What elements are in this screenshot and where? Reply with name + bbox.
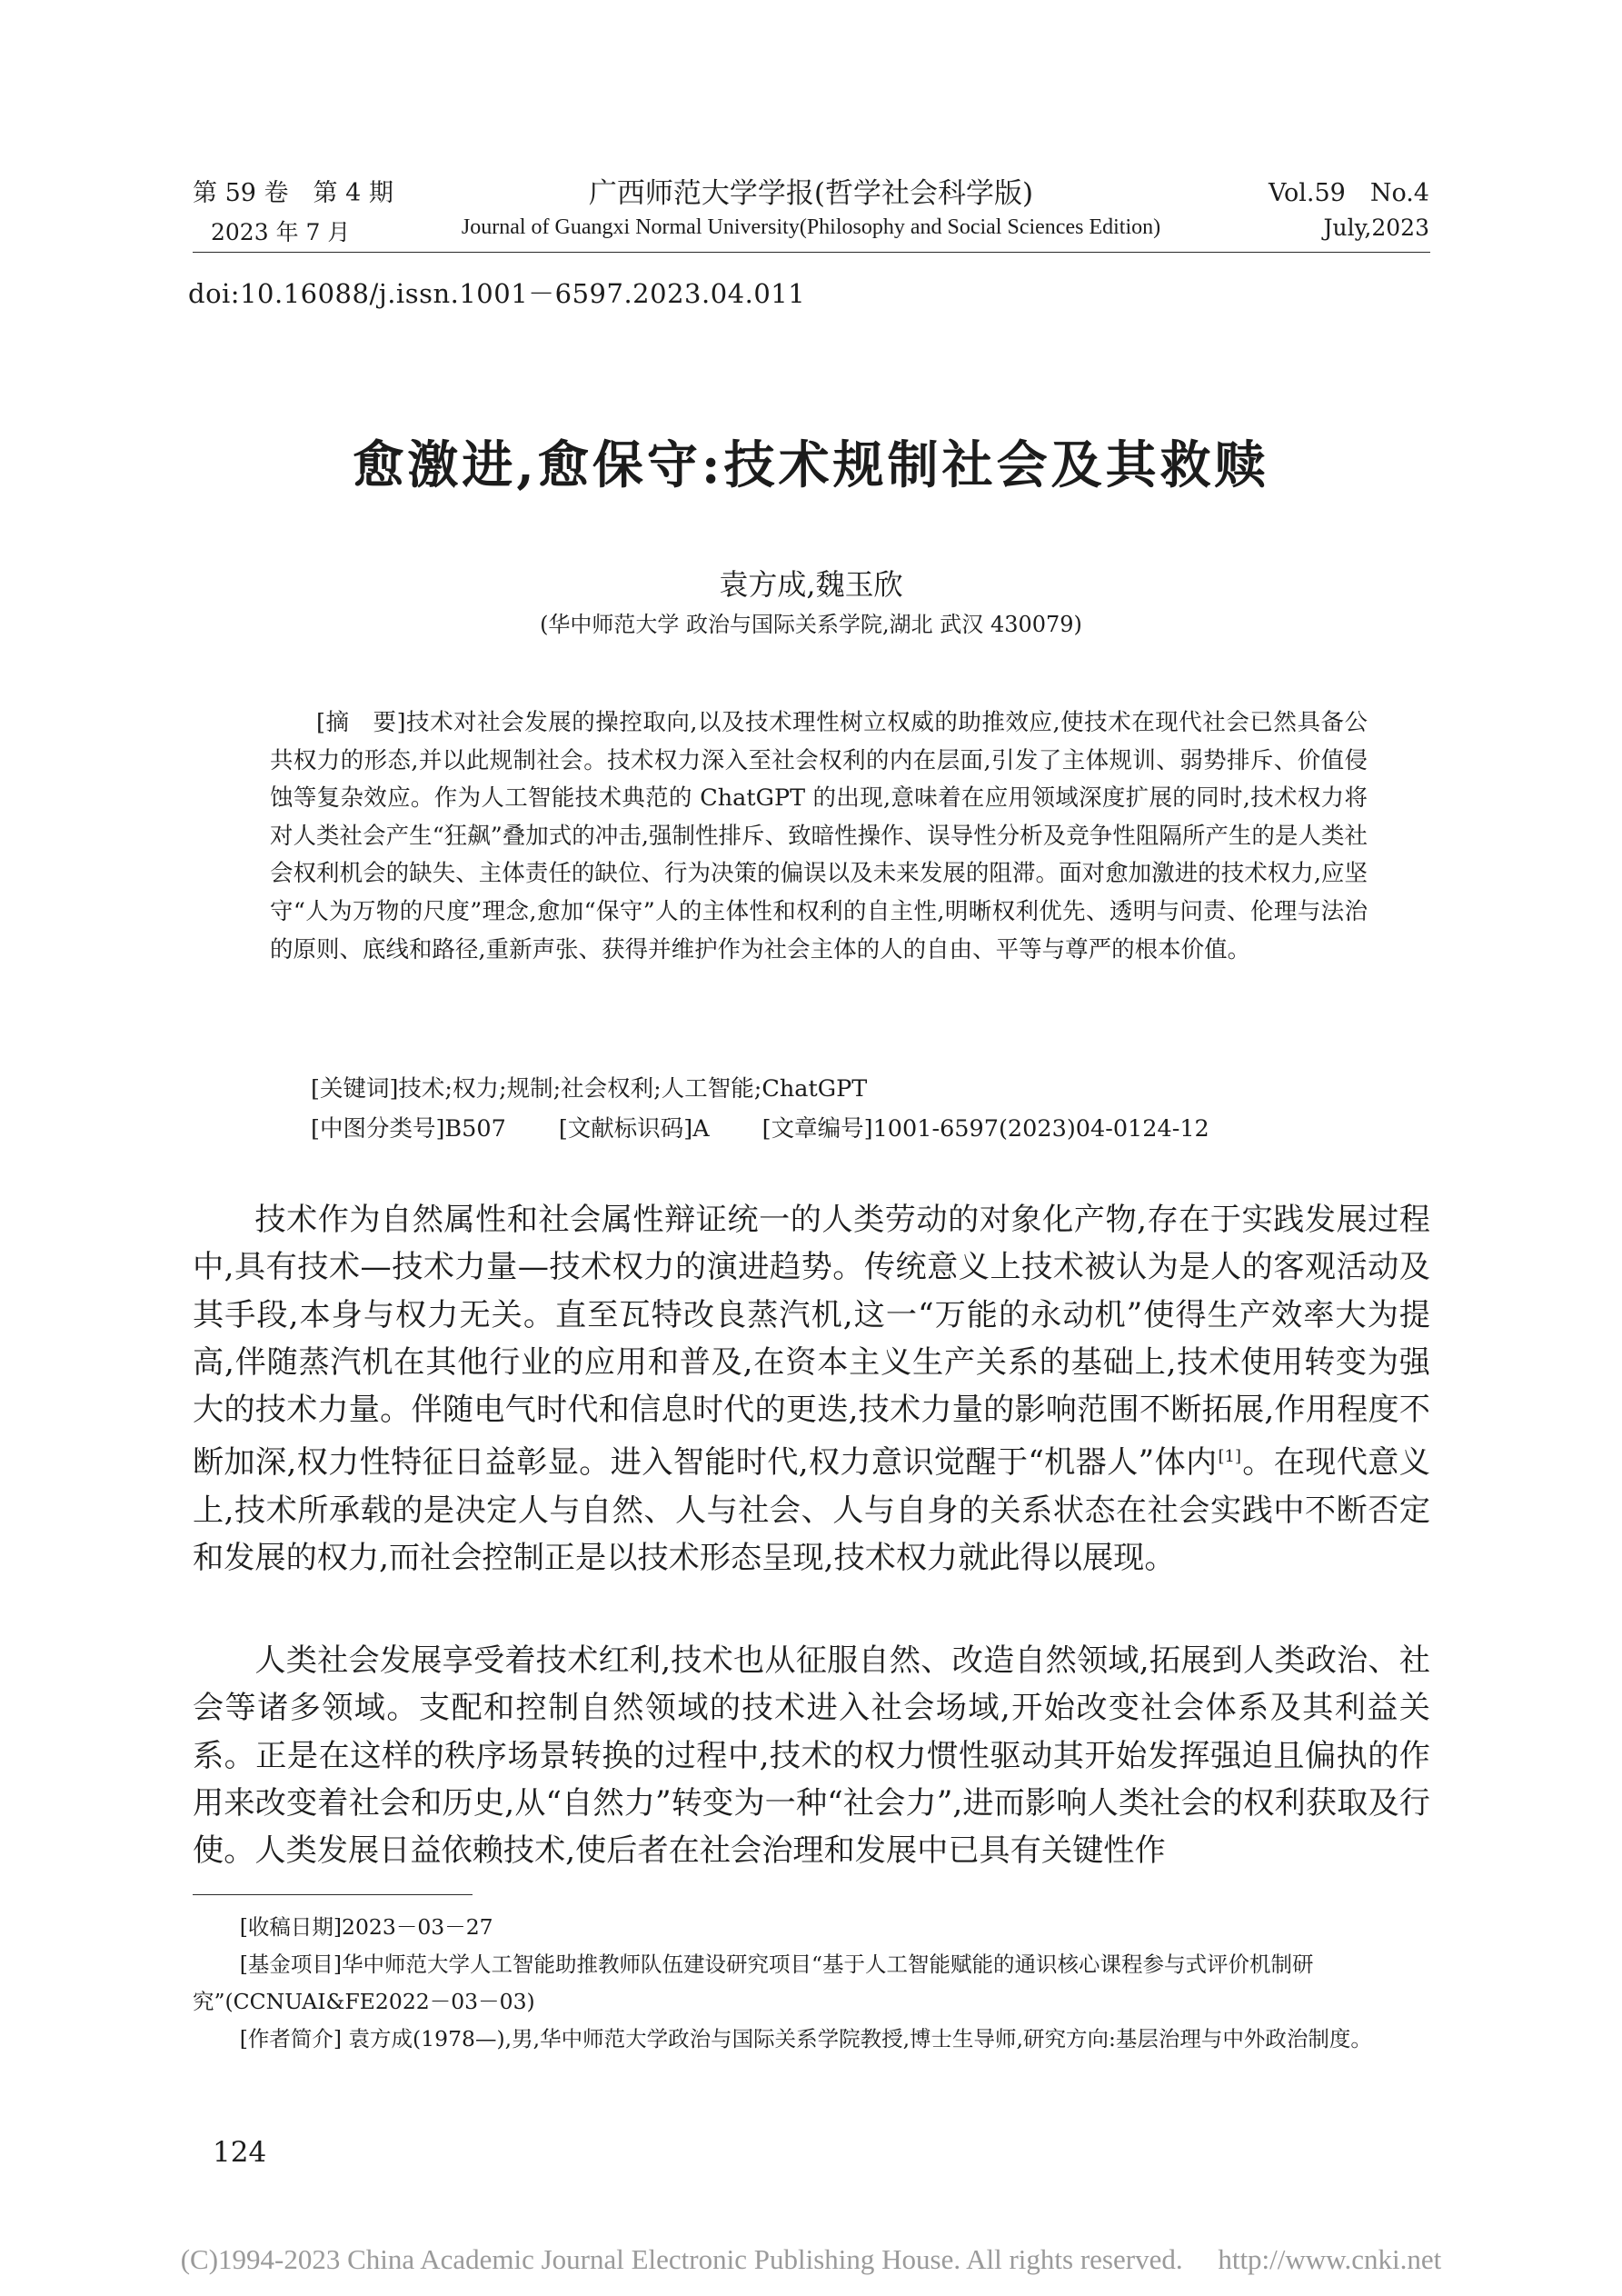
abstract xyxy=(270,704,1368,969)
copyright-watermark: (C)1994-2023 China Academic Journal Electronic Publishing House. All rights reserved. http://www.cnki.net xyxy=(180,2243,1442,2275)
doi: doi:10.16088/j.issn.1001－6597.2023.04.011 xyxy=(188,278,806,309)
journal-title-en: Journal of Guangxi Normal University(Philosophy and Social Sciences Edition) xyxy=(461,215,1161,239)
citation-ref[interactable]: [1] xyxy=(1218,1447,1241,1467)
article-no-value: 1001-6597(2023)04-0124-12 xyxy=(872,1115,1209,1143)
body-text: 技术作为自然属性和社会属性辩证统一的人类劳动的对象化产物,存在于实践发展过程中,具有技术—技术力量—技术权力的演进趋势。传统意义上技术被认为是人的客观活动及其手段,本身与权力无关。直至瓦特改良蒸汽机,这一“万能的永动机”使得生产效率大为提高,伴随蒸汽机在其他行业的应用和普及,在资本主义生产关系的基础上,技术使用转变为强大的技术力量。伴随电气时代和信息时代的更迭,技术力量的影响范围不断拓展,作用程度不断加深,权力性特征日益彰显。进入智能时代,权力意识觉醒于“机器人”体内 xyxy=(193,1202,1430,1482)
received-date: [收稿日期]2023－03－27 xyxy=(239,1914,493,1940)
doc-code-label: [文献标识码] xyxy=(558,1115,693,1143)
doc-code-value: A xyxy=(692,1115,710,1143)
footnote-rule xyxy=(193,1894,473,1895)
body-text: 人类社会发展享受着技术红利,技术也从征服自然、改造自然领域,拓展到人类政治、社会等诸多领域。支配和控制自然领域的技术进入社会场域,开始改变社会体系及其利益关系。正是在这样的秩序场景转换的过程中,技术的权力惯性驱动其开始发挥强迫且偏执的作用来改变着社会和历史,从“自然力”转变为一种“社会力”,进而影响人类社会的权利获取及行使。人类发展日益依赖技术,使后者在社会治理和发展中已具有关键性作 xyxy=(193,1642,1430,1870)
classification xyxy=(311,1111,1209,1143)
affiliation: (华中师范大学 政治与国际关系学院,湖北 武汉 430079) xyxy=(540,612,1082,637)
keywords-label: [关键词] xyxy=(311,1075,399,1103)
clc-label: [中图分类号] xyxy=(311,1115,445,1143)
author-bio: [作者简介] 袁方成(1978—),男,华中师范大学政治与国际关系学院教授,博士生导师,研究方向:基层治理与中外政治制度。 xyxy=(239,2026,1372,2051)
abstract-text: 技术对社会发展的操控取向,以及技术理性树立权威的助推效应,使技术在现代社会已然具备公共权力的形态,并以此规制社会。技术权力深入至社会权利的内在层面,引发了主体规训、弱势排斥、价值侵蚀等复杂效应。作为人工智能技术典范的 ChatGPT 的出现,意味着在应用领域深度扩展的同时,技术权力将对人类社会产生“狂飙”叠加式的冲击,强制性排斥、致暗性操作、误导性分析及竞争性阻隔所产生的是人类社会权利机会的缺失、主体责任的缺位、行为决策的偏误以及未来发展的阻滞。面对愈加激进的技术权力,应坚守“人为万物的尺度”理念,愈加“保守”人的主体性和权利的自主性,明晰权利优先、透明与问责、伦理与法治的原则、底线和路径,重新声张、获得并维护作为社会主体的人的自由、平等与尊严的根本价值。 xyxy=(270,709,1368,963)
volume-no-en: Vol.59 No.4 xyxy=(1268,179,1429,207)
keywords-text: 技术;权力;规制;社会权利;人工智能;ChatGPT xyxy=(398,1075,868,1103)
body-paragraph-2 xyxy=(193,1637,1430,1874)
page-number: 124 xyxy=(213,2136,267,2169)
fund-project: [基金项目]华中师范大学人工智能助推教师队伍建设研究项目“基于人工智能赋能的通识核心课程参与式评价机制研究”(CCNUAI&FE2022－03－03) xyxy=(193,1952,1314,2014)
clc-value: B507 xyxy=(444,1115,506,1143)
header-rule xyxy=(193,252,1430,253)
footnotes xyxy=(193,1909,1430,2058)
body-text: 。在现代意义上,技术所承载的是决定人与自然、人与社会、人与自身的关系状态在社会实践中不断否定和发展的权力,而社会控制正是以技术形态呈现,技术权力就此得以展现。 xyxy=(193,1444,1430,1577)
article-title: 愈激进,愈保守:技术规制社会及其救赎 xyxy=(353,435,1269,495)
volume-issue: 第 59 卷 第 4 期 xyxy=(193,179,393,207)
journal-title-cn: 广西师范大学学报(哲学社会科学版) xyxy=(588,177,1034,210)
issue-date-en: July,2023 xyxy=(1323,215,1429,241)
issue-date-cn: 2023 年 7 月 xyxy=(211,219,351,245)
article-no-label: [文章编号] xyxy=(761,1115,873,1143)
authors: 袁方成,魏玉欣 xyxy=(719,567,903,602)
abstract-label: [摘 要] xyxy=(316,709,406,736)
body-paragraph-1 xyxy=(193,1196,1430,1582)
keywords xyxy=(311,1071,867,1103)
